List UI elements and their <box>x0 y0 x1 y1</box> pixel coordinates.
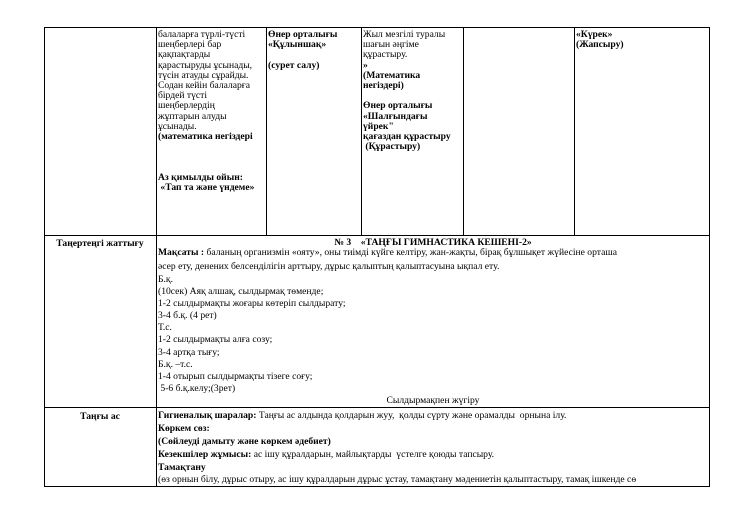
cell-line <box>158 142 265 152</box>
exercise-step: 1-4 отырып сылдырмақты тізеге соғу; <box>158 370 313 382</box>
cell-line: «Тап та және үндеме» <box>158 181 255 193</box>
cell-line: негіздері) <box>363 79 404 91</box>
row-label-morning-exercise: Таңертеңгі жаттығу <box>56 238 144 249</box>
activity-cell-col6 <box>576 30 708 50</box>
column-divider <box>463 27 464 235</box>
cell-line: шағын әңгіме <box>363 39 419 51</box>
duty-label: Кезекшілер жұмысы: <box>158 449 252 460</box>
goal-text: баланың организмін «ояту», оны тиімді күйге келтіру, жан-жақты, бірақ бұлшықет жүйесіне орташа <box>204 247 617 258</box>
duty-text: ас ішу құралдарын, майлықтарды үстелге қоюды тапсыру. <box>251 449 495 460</box>
row-divider <box>44 235 710 236</box>
exercise-goal-continued: әсер ету, денених белсенділігін арттыру, дұрыс қалыптың қалыптасуына ықпал ету. <box>158 261 500 272</box>
cell-line: Жыл мезгілі туралы <box>363 29 446 40</box>
table-border-top <box>44 27 710 28</box>
column-divider <box>361 27 362 235</box>
cell-line: шеңберлердің <box>158 100 215 112</box>
cell-line: балаларға түрлі-түсті <box>158 29 246 40</box>
row-divider <box>44 407 710 408</box>
row-label-breakfast: Таңғы ас <box>80 411 120 422</box>
exercise-step: (10сек) Аяқ алшақ, сылдырмақ төменде; <box>158 286 324 298</box>
activity-cell-col4 <box>363 30 462 152</box>
activity-cell-col2 <box>158 30 265 193</box>
exercise-step: 1-2 сылдырмақты алға созу; <box>158 334 273 346</box>
cell-line <box>158 152 265 162</box>
cell-line: бірдей түсті <box>158 90 207 102</box>
exercise-step: Б.қ. –т.с. <box>158 358 193 370</box>
speech-label: Көркем сөз: <box>158 423 210 434</box>
cell-line: «Күрек» <box>576 29 613 40</box>
exercise-goal <box>158 248 617 258</box>
food-text: (өз орнын білу, дұрыс отыру, ас ішу құралдарын дұрыс ұстау, тамақтану мәдениетін қалыптастыру, тамақ ішкенде сө <box>158 475 637 485</box>
cell-line: (Құрастыру) <box>363 141 421 153</box>
duty-line <box>158 450 494 460</box>
cell-line: қағаздан құрастыру <box>363 130 451 142</box>
cell-line: (сурет салу) <box>268 59 320 71</box>
exercise-step: 3-4 б.қ. (4 рет) <box>158 310 217 322</box>
exercise-step: 1-2 сылдырмақты жоғары көтеріп сылдырату; <box>158 298 346 310</box>
table-border-right <box>709 27 710 487</box>
cell-line: Өнер орталығы <box>363 100 433 112</box>
cell-line: шеңберлері бар <box>158 39 222 51</box>
cell-line: » <box>363 59 368 71</box>
hygiene-label: Гигиеналық шаралар: <box>158 410 257 421</box>
cell-line: қақпақтарды <box>158 49 211 61</box>
cell-line: жұптарын алуды <box>158 110 227 122</box>
cell-line: «Құлыншақ» <box>268 39 327 51</box>
food-label: Тамақтану <box>158 462 206 473</box>
goal-label: Мақсаты : <box>158 247 205 258</box>
speech-subtitle: (Сөйлеуді дамыту және көркем әдебиет) <box>158 436 331 447</box>
hygiene-line <box>158 411 566 421</box>
cell-line: қарастыруды ұсынады, <box>158 59 253 71</box>
activity-cell-col3 <box>268 30 360 71</box>
cell-line: «Шалғындағы <box>363 110 428 122</box>
exercise-heading: № 3 «ТАҢҒЫ ГИМНАСТИКА КЕШЕНІ-2» <box>334 237 532 248</box>
cell-line: (Математика <box>363 69 421 81</box>
column-divider <box>574 27 575 235</box>
exercise-steps <box>158 275 346 396</box>
exercise-step: Б.қ. <box>158 274 173 285</box>
exercise-step: 5-6 б.қ.келу;(3рет) <box>158 382 236 394</box>
cell-line: Содан кейін балаларға <box>158 79 250 91</box>
hygiene-text: Таңғы ас алдында қолдарын жуу, қолды сүрту және орамалды орнына ілу. <box>256 410 567 421</box>
column-divider <box>266 27 267 235</box>
cell-line: Өнер орталығы <box>268 29 338 40</box>
cell-line: ұсынады. <box>158 120 197 132</box>
cell-line: түсін атауды сұрайды. <box>158 69 249 81</box>
column-divider <box>156 27 157 487</box>
exercise-footer: Сылдырмақпен жүгіру <box>386 395 480 406</box>
cell-line: (Жапсыру) <box>576 39 624 51</box>
table-border-bottom <box>44 486 710 487</box>
cell-line: үйрек" <box>363 120 394 132</box>
cell-line: құрастыру. <box>363 49 408 61</box>
exercise-step: 3-4 артқа тығу; <box>158 346 220 358</box>
cell-line: (математика негіздері <box>158 130 253 142</box>
cell-line: Аз қимылды ойын: <box>158 171 243 183</box>
exercise-step: Т.с. <box>158 322 172 334</box>
